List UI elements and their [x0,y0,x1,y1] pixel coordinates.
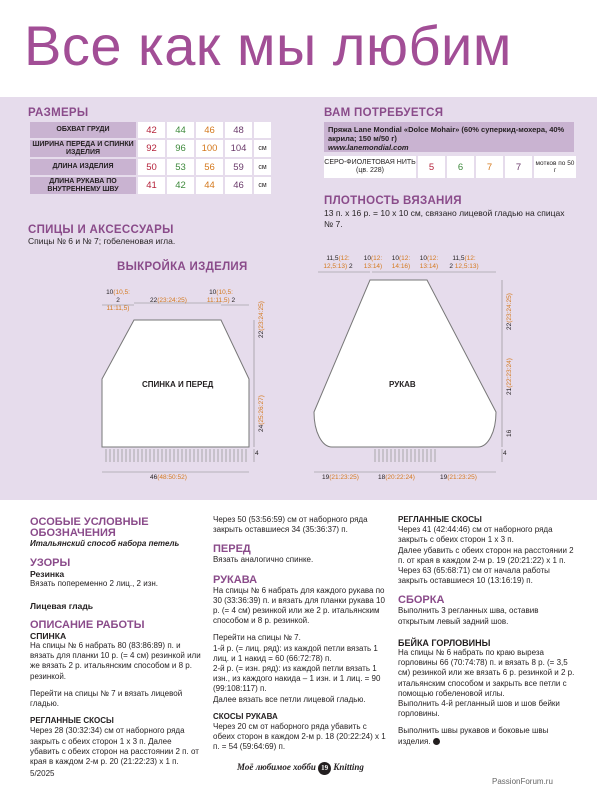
sleeve-rib [375,449,435,462]
stockinette-title: Лицевая гладь [30,600,94,611]
dim-value: 2 [349,263,353,270]
yarn-amount: 6 [447,156,474,178]
dim-value: (25:26:27) [258,395,265,425]
back-text: На спицы № 6 набрать 80 (83:86:89) п. и вязать для планки 10 р. (= 4 см) резинкой или же вязать 2 р. итальянским способом и 8 р. резинкой. [30,641,201,681]
dim-label: 4 [255,450,259,457]
dim-label [416,255,442,271]
body-rib [106,449,246,462]
dim-value: 11,5 [452,255,465,262]
back-title: СПИНКА [30,630,67,641]
dim-value: 21 [506,387,513,395]
dim-value: 2 [449,263,453,270]
dim-value: 46 [150,474,158,481]
dim-value: 14:16) [391,263,411,270]
back-text: Перейти на спицы № 7 и вязать лицевой гладью. [30,688,183,709]
dim-value: (21:23:25) [447,474,477,481]
dim-value: (12: [464,255,476,262]
size-unit [254,122,271,138]
raglan-title: РЕГЛАННЫЕ СКОСЫ [30,716,114,726]
sleeves-row: 1-й р. (= лиц. ряд): из каждой петли вязать 1 лиц. и 1 накид = 60 (66:72:78) п. [213,643,378,663]
sleeve-bevel-text: Через 20 см от наборного ряда убавить с обеих сторон в каждом 2-м р. 18 (20:22:24) х 1 п. = 54 (59:64:69) п. [213,722,386,752]
dim-value: (23:24:25) [258,301,265,331]
page-title: Все как мы любим [24,14,512,77]
sleeves-row: Далее вязать все петли лицевой гладью. [213,694,366,704]
size-label: ДЛИНА РУКАВА ПО ВНУТРЕННЕМУ ШВУ [30,177,136,194]
dim-value: (22:23:24) [506,358,513,388]
dim-value: (23:24:25) [157,297,187,304]
yarn-amount-row [324,156,576,178]
dim-value: 22 [258,330,265,338]
front-title: ПЕРЕД [213,543,251,556]
table-row [30,122,271,138]
dim-value: (23:24:25) [506,293,513,323]
dim-value: 10 [106,289,114,296]
dim-value: 11:11,5) [106,305,130,312]
rib-text: Вязать попеременно 2 лиц., 2 изн. [30,579,158,589]
sleeves-row: 2-й р. (= изн. ряд): из каждой петли вязать 1 изн., из каждого накида – 1 изн. и 1 лиц. = 90 (99:108:117) п. [213,664,381,694]
size-value: 44 [196,177,223,194]
size-value: 50 [138,159,165,175]
dim-value: 12,5:13) [454,263,479,270]
raglan-sleeve-text: Через 63 (65:68:71) см от начала работы закрыть оставшиеся 10 (13:16:19) п. [398,566,550,586]
sleeve-bevel-title: СКОСЫ РУКАВА [213,711,278,721]
table-row [30,159,271,175]
table-row [30,177,271,194]
dim-label [440,474,477,481]
special-heading: ОСОБЫЕ УСЛОВНЫЕ ОБОЗНАЧЕНИЯ [30,516,149,539]
raglan-text: Через 28 (30:32:34) см от наборного ряда закрыть с обеих сторон 1 х 3 п. Далее убавить с обеих сторон на расстоянии 2 п. от края в каждом 2-м р. 20 (21:22:23) х 1 п. [30,726,199,767]
dim-value: 19 [322,474,330,481]
dim-value: 22 [506,322,513,330]
dim-label: 16 [506,429,513,437]
dim-value: 2 [231,297,236,304]
yarn-color-label: СЕРО-ФИОЛЕТОВАЯ НИТЬ (цв. 228) [324,156,416,178]
size-label: ОБХВАТ ГРУДИ [30,122,136,138]
dim-value: 12,5:13) [323,263,348,270]
size-value: 48 [225,122,252,138]
dim-value: 11,5 [326,255,339,262]
dim-label [360,255,386,271]
size-unit: см [254,140,271,157]
sleeve-piece [314,280,496,447]
body-label: СПИНКА И ПЕРЕД [142,380,214,389]
size-value: 56 [196,159,223,175]
raglan-sleeve-title: РЕГЛАННЫЕ СКОСЫ [398,515,482,524]
size-value: 42 [167,177,194,194]
dim-value: 2 [116,297,120,304]
size-unit: см [254,159,271,175]
dim-value: (10,5: [216,289,233,296]
size-value: 46 [225,177,252,194]
size-value: 92 [138,140,165,157]
size-value: 44 [167,122,194,138]
sleeves-text: Перейти на спицы № 7. [213,633,301,643]
final-text-content: Выполнить швы рукавов и боковые швы изделия. [398,726,549,746]
patterns-heading: УЗОРЫ [30,557,71,570]
dim-label [378,474,415,481]
dim-label [258,301,265,338]
size-value: 59 [225,159,252,175]
yarn-site-link[interactable]: www.lanemondial.com [328,143,409,152]
tools-text: Спицы № 6 и № 7; гобеленовая игла. [28,236,176,246]
materials-heading: ВАМ ПОТРЕБУЕТСЯ [324,107,444,119]
dim-value: 13:14) [419,263,439,270]
dim-label [318,255,358,271]
neckband-title: БЕЙКА ГОРЛОВИНЫ [398,637,491,648]
yarn-amount: 7 [476,156,503,178]
dim-label [388,255,414,271]
neckband-text: На спицы № 6 набрать по краю выреза горловины 66 (70:74:78) п. и вязать 8 р. (= 3,5 см) резинкой или же вязать 6 р. резинкой и 2 р. итальянским способом и закрыть все петли с помощью гобеленовой иглы. [398,648,575,698]
yarn-amount: 5 [418,156,445,178]
sleeves-text: На спицы № 6 набрать для каждого рукава по 30 (33:36:39) п. и вязать для планки рукава 10 р. (= 4 см) резинкой или же 2 р. итальянским способом и 8 р. резинкой. [213,585,385,626]
end-mark-icon [433,738,440,745]
dim-value: (12: [371,255,383,262]
sleeve-label: РУКАВ [389,380,416,389]
yarn-text: Пряжа Lane Mondial «Dolce Mohair» (60% суперкид-мохера, 40% акрила; 150 м/50 г) [328,125,565,143]
front-text: Вязать аналогично спинке. [213,555,314,565]
dim-value: 11:11,5) [206,297,230,304]
assembly-text: Выполнить 3 регланных шва, оставив открытым левый задний шов. [398,606,539,626]
column-1 [30,515,202,767]
size-value: 96 [167,140,194,157]
issue-date: 5/2025 [30,769,55,778]
density-heading: ПЛОТНОСТЬ ВЯЗАНИЯ [324,195,462,207]
yarn-description [324,122,574,152]
magazine-footer [237,762,364,775]
dim-value: 13:14) [363,263,383,270]
dim-value: (10,5: [113,289,130,296]
size-value: 42 [138,122,165,138]
size-value: 104 [225,140,252,157]
dim-label [506,293,513,330]
size-value: 41 [138,177,165,194]
dim-value: 10 [363,255,372,262]
dim-value: (12: [399,255,411,262]
raglan-sleeve-text: Через 41 (42:44:46) см от наборного ряда закрыть с обеих сторон 1 х 3 п. [398,525,553,545]
tools-heading: СПИЦЫ И АКСЕССУАРЫ [28,224,174,236]
page-number: 19 [318,762,331,775]
dim-value: (48:50:52) [157,474,187,481]
dim-value: 19 [440,474,448,481]
size-unit: см [254,177,271,194]
dim-value: 10 [391,255,400,262]
sizes-table [28,120,273,196]
dim-label [106,289,130,313]
column-3 [398,515,576,747]
rib-title: Резинка [30,569,65,580]
size-value: 46 [196,122,223,138]
description-heading: ОПИСАНИЕ РАБОТЫ [30,618,145,631]
knitting-label: Knitting [333,762,364,772]
yarn-unit: мотков по 50 г [534,156,576,178]
neckband-text: Выполнить 4-й регланный шов и шов бейки горловины. [398,699,560,719]
column-2 [213,515,388,753]
pattern-heading: ВЫКРОЙКА ИЗДЕЛИЯ [117,261,248,273]
dim-label [506,358,513,395]
dim-label [444,255,484,271]
assembly-title: СБОРКА [398,594,445,607]
dim-value: 18 [378,474,386,481]
dim-value: (12: [427,255,439,262]
italian-method: Итальянский способ набора петель [30,539,180,548]
dim-value: 24 [258,424,265,432]
dim-value: 22 [150,297,158,304]
back-end-text: Через 50 (53:56:59) см от наборного ряда закрыть оставшиеся 34 (35:36:37) п. [213,515,368,535]
dim-label: 4 [503,450,507,457]
dim-label [150,474,187,481]
size-value: 53 [167,159,194,175]
final-text [398,726,576,746]
yarn-amount: 7 [505,156,532,178]
dim-label [202,289,240,305]
magazine-name: Моё любимое хобби [237,762,316,772]
watermark: PassionForum.ru [492,777,553,786]
dim-value: (21:23:25) [329,474,359,481]
table-row [30,140,271,157]
dim-label [150,297,187,304]
dim-label [322,474,359,481]
density-text: 13 п. х 16 р. = 10 х 10 см, связано лицевой гладью на спицах № 7. [324,208,565,229]
dim-value: (20:22:24) [385,474,415,481]
size-value: 100 [196,140,223,157]
raglan-sleeve-text: Далее убавить с обеих сторон на расстоянии 2 п. от края в каждом 2-м р. 19 (20:21:22) х 1 п. [398,545,574,565]
dim-value: 10 [419,255,428,262]
size-label: ШИРИНА ПЕРЕДА И СПИНКИ ИЗДЕЛИЯ [30,140,136,157]
dim-value: (12: [338,255,350,262]
sleeves-title: РУКАВА [213,573,258,586]
dim-label [258,395,265,432]
dim-value: 10 [209,289,217,296]
sizes-heading: РАЗМЕРЫ [28,107,89,119]
size-label: ДЛИНА ИЗДЕЛИЯ [30,159,136,175]
